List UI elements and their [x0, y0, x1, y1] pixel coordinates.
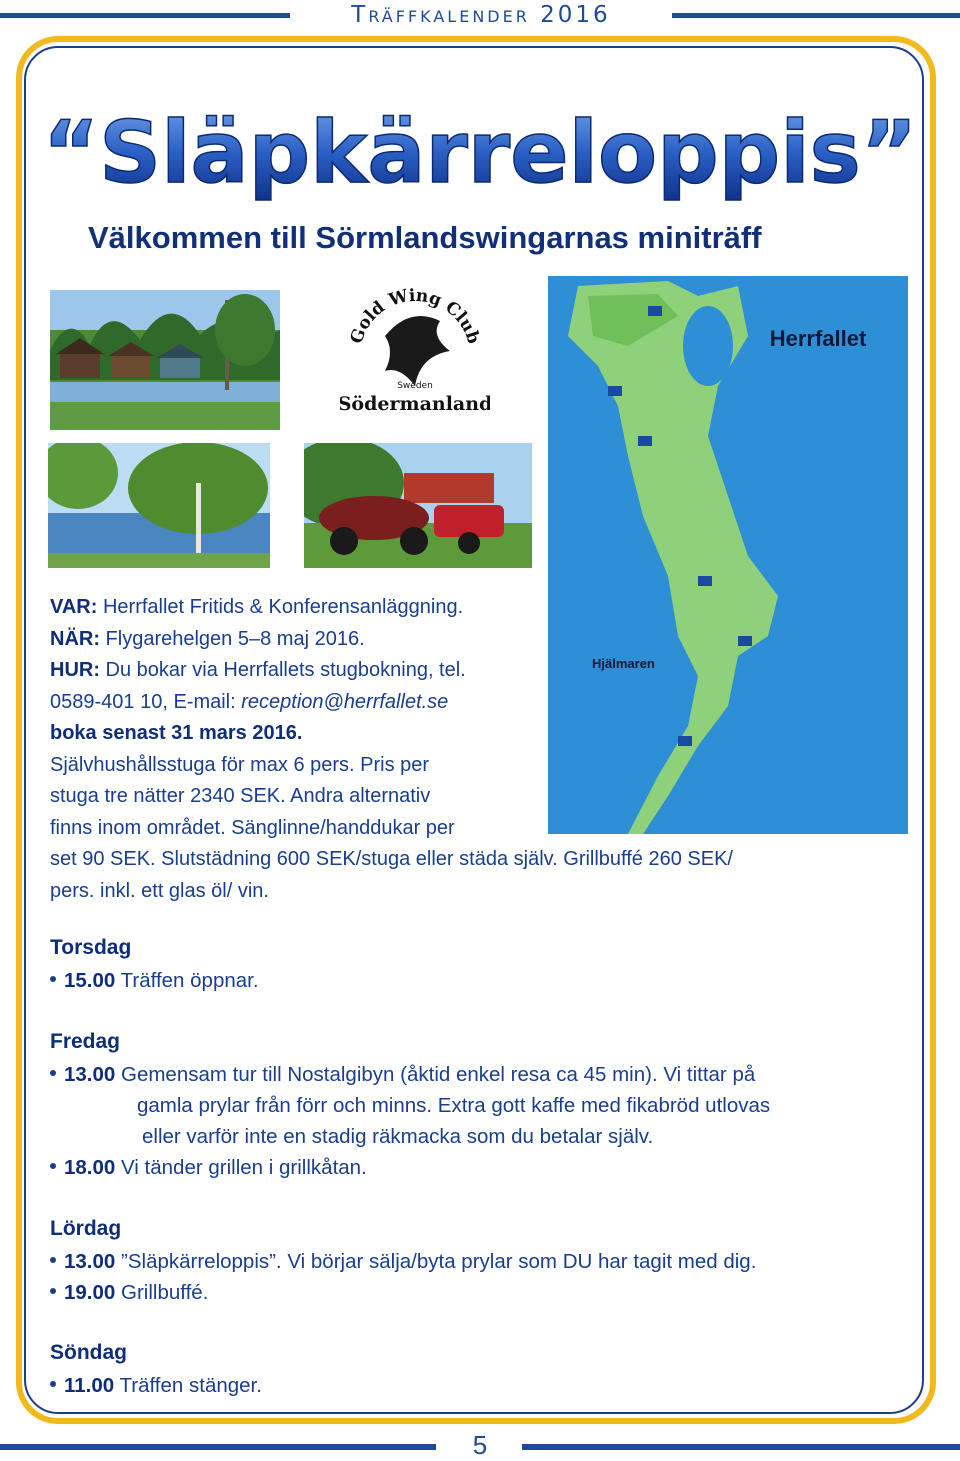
photo-lake: [48, 443, 270, 568]
schedule-item: 18.00 Vi tänder grillen i grillkåtan.: [50, 1152, 367, 1183]
logo-bottom-text: Södermanland: [340, 393, 490, 415]
bullet-icon: [50, 1257, 56, 1263]
bullet-icon: [50, 1381, 56, 1387]
info-block: [50, 592, 870, 907]
footer-rule-right: [522, 1444, 960, 1450]
page-header: [0, 0, 960, 36]
page-footer: [0, 1430, 960, 1459]
logo-mid-text: Sweden: [397, 381, 433, 391]
day-torsdag: Torsdag: [50, 936, 132, 959]
schedule-item: 19.00 Grillbuffé.: [50, 1277, 208, 1308]
info-line-var: VAR: Herrfallet Fritids & Konferensanläggning.: [50, 596, 464, 618]
logo-top-text: Gold Wing Club: [346, 285, 484, 347]
schedule-item-continuation: gamla prylar från förr och minns. Extra gott kaffe med fikabröd utlovas: [137, 1094, 771, 1117]
page-subtitle: Välkommen till Sörmlandswingarnas miniträff: [88, 220, 762, 255]
info-line-deadline: boka senast 31 mars 2016.: [50, 722, 303, 744]
footer-rule-left: [0, 1444, 436, 1450]
header-rule-right: [672, 13, 960, 18]
schedule-item: 15.00 Träffen öppnar.: [50, 965, 259, 996]
bullet-icon: [50, 976, 56, 982]
eagle-icon: [385, 316, 450, 386]
day-sondag: Söndag: [50, 1341, 127, 1364]
banner-svg: [40, 100, 920, 210]
gold-wing-club-logo: [340, 276, 490, 426]
email-link[interactable]: reception@herrfallet.se: [241, 690, 449, 713]
map-title: Herrfallet: [769, 326, 867, 351]
schedule-item: 13.00 Gemensam tur till Nostalgibyn (åktid enkel resa ca 45 min). Vi tittar på: [50, 1059, 755, 1090]
photo-cabins: [50, 290, 280, 430]
day-fredag: Fredag: [50, 1030, 121, 1053]
info-line-hur: HUR: Du bokar via Herrfallets stugbokning, tel.: [50, 659, 466, 681]
header-title: Träffkalender 2016: [351, 2, 611, 28]
banner-title: [40, 100, 920, 210]
photo-motorcycle-trailer: [304, 443, 532, 568]
bullet-icon: [50, 1070, 56, 1076]
bullet-icon: [50, 1163, 56, 1169]
info-line-10: pers. inkl. ett glas öl/ vin.: [50, 879, 269, 902]
page-number: 5: [472, 1430, 488, 1460]
map-lake-label: Hjälmaren: [592, 656, 655, 671]
bullet-icon: [50, 1288, 56, 1294]
info-line-8: finns inom området. Sänglinne/handdukar per: [50, 816, 455, 839]
info-line-nar: NÄR: Flygarehelgen 5–8 maj 2016.: [50, 627, 365, 650]
info-line-9: set 90 SEK. Slutstädning 600 SEK/stuga eller städa själv. Grillbuffé 260 SEK/: [50, 848, 733, 870]
banner-text: “Släpkärreloppis”: [42, 103, 918, 203]
info-line-7: stuga tre nätter 2340 SEK. Andra alternativ: [50, 785, 431, 807]
info-line-contact: 0589-401 10, E-mail: reception@herrfallet.se: [50, 690, 449, 713]
day-lordag: Lördag: [50, 1217, 122, 1240]
header-rule-left: [0, 13, 290, 18]
info-line-6: Självhushållsstuga för max 6 pers. Pris per: [50, 753, 430, 776]
schedule-item-continuation: eller varför inte en stadig räkmacka som du betalar själv.: [142, 1125, 654, 1148]
schedule-item: 13.00 ”Släpkärreloppis”. Vi börjar sälja/byta prylar som DU har tagit med dig.: [50, 1246, 756, 1277]
schedule-item: 11.00 Träffen stänger.: [50, 1370, 262, 1401]
